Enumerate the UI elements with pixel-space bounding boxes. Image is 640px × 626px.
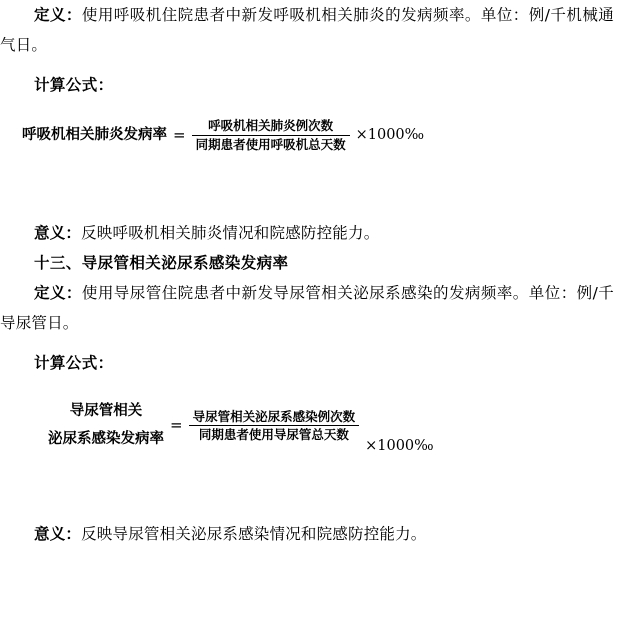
cauti-formula-fraction [189,409,360,443]
spacer [0,152,614,192]
spacer [0,338,614,348]
vap-formula-fraction [192,118,350,152]
cauti-formula [48,398,614,453]
cauti-formula-label: 计算公式： [34,354,114,373]
vap-formula-multiplier: ×1000‰ [355,127,425,144]
vap-meaning-paragraph [0,218,614,248]
spacer [0,60,614,70]
vap-definition-paragraph [0,0,614,60]
vap-meaning-label: 意义： [34,224,82,243]
vap-definition-label: 定义： [34,6,82,24]
vap-formula [22,118,614,152]
vap-formula-denominator: 同期患者使用呼吸机总天数 [195,136,346,152]
spacer [0,493,614,519]
cauti-meaning-label: 意义： [34,525,82,544]
cauti-meaning-paragraph [0,519,614,549]
cauti-formula-equals: = [170,416,183,435]
cauti-formula-lhs-line2: 泌尿系感染发病率 [48,430,164,447]
cauti-formula-numerator: 导尿管相关泌尿系感染例次数 [192,408,356,424]
cauti-formula-multiplier: ×1000‰ [365,438,434,455]
spacer [0,192,614,218]
cauti-heading: 十三、导尿管相关泌尿系感染发病率 [34,254,289,273]
vap-formula-equals: = [173,125,186,144]
spacer [0,453,614,493]
vap-formula-numerator: 呼吸机相关肺炎例次数 [208,118,334,133]
cauti-definition-text: 使用导尿管住院患者中新发导尿管相关泌尿系感染的发病频率。单位：例/千导尿管日。 [0,284,614,333]
vap-formula-label: 计算公式： [34,76,114,94]
cauti-meaning-text: 反映导尿管相关泌尿系感染情况和院感防控能力。 [81,525,427,544]
cauti-formula-lhs-line1: 导尿管相关 [69,403,143,420]
vap-definition-text: 使用呼吸机住院患者中新发呼吸机相关肺炎的发病频率。单位：例/千机械通气日。 [0,6,614,54]
vap-formula-lhs: 呼吸机相关肺炎发病率 [22,127,167,144]
cauti-formula-lhs [48,398,164,453]
cauti-definition-paragraph [0,278,614,338]
cauti-formula-denominator: 同期患者使用导尿管总天数 [198,427,349,443]
vap-meaning-text: 反映呼吸机相关肺炎情况和院感防控能力。 [81,224,380,243]
cauti-definition-label: 定义： [34,284,82,303]
